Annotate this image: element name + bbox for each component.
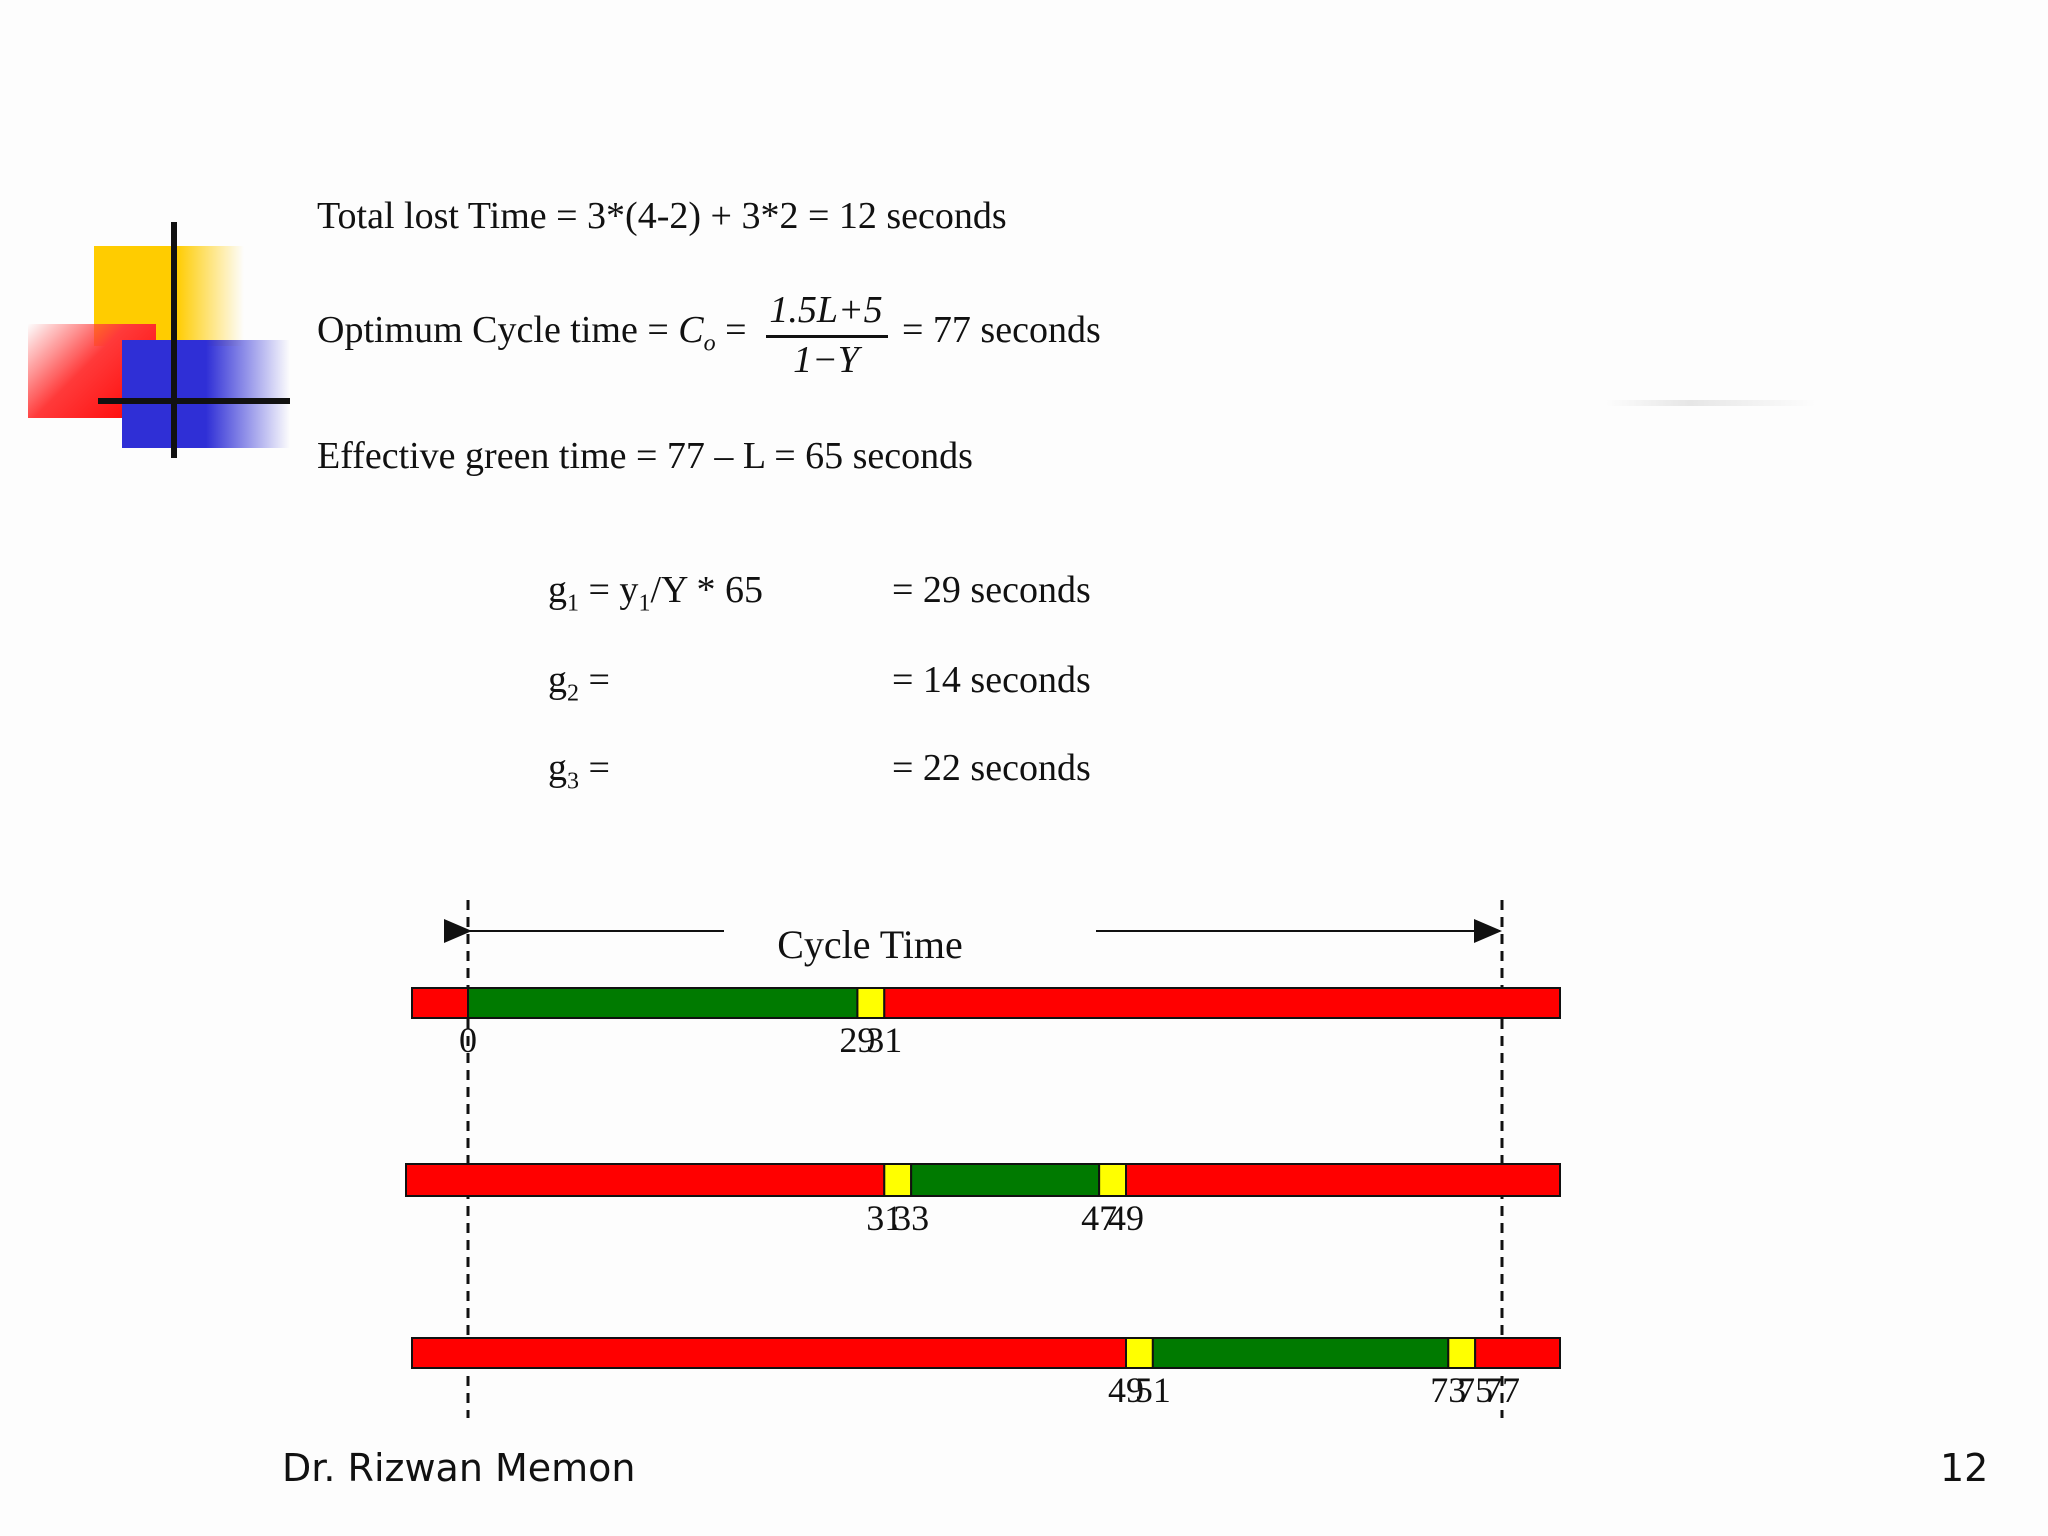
signal-bars <box>406 988 1560 1410</box>
phase-1-yellow-segment <box>857 988 884 1018</box>
phase-3-tick-label: 75 <box>1457 1370 1494 1410</box>
phase-2-red-segment <box>1126 1164 1560 1196</box>
phase-2-tick-label: 33 <box>893 1198 930 1238</box>
g1-y-symbol: = y <box>579 569 639 611</box>
footer-page-number: 12 <box>1940 1446 1989 1490</box>
g3-result: = 22 seconds <box>892 747 1091 789</box>
phase-2-yellow-segment <box>1099 1164 1126 1196</box>
decor-vertical-line <box>171 222 177 458</box>
g3-rest: = <box>579 747 610 789</box>
phase-2-yellow-segment <box>884 1164 911 1196</box>
g1-symbol: g <box>548 569 567 611</box>
phase-2-tick-label: 47 <box>1081 1198 1118 1238</box>
phase-3-tick-label: 77 <box>1484 1370 1520 1410</box>
g3-subscript: 3 <box>567 768 579 795</box>
phase-3-red-segment <box>1475 1338 1560 1368</box>
phase-1-red-segment <box>884 988 1560 1018</box>
cycle-time-label: Cycle Time <box>777 922 963 967</box>
g2-formula <box>548 658 610 708</box>
g1-y-subscript: 1 <box>638 590 651 617</box>
footer-author: Dr. Rizwan Memon <box>282 1446 636 1490</box>
total-lost-time-line: Total lost Time = 3*(4-2) + 3*2 = 12 seconds <box>317 195 1007 237</box>
phase-2-green-segment <box>911 1164 1099 1196</box>
phase-3-yellow-segment <box>1448 1338 1475 1368</box>
optimum-equals: = <box>725 309 747 351</box>
phase-1-green-segment <box>468 988 857 1018</box>
phase-3-green-segment <box>1153 1338 1448 1368</box>
optimum-cycle-result: = 77 seconds <box>902 309 1101 351</box>
g3-symbol: g <box>548 747 567 789</box>
decor-faint-line <box>1606 400 1816 406</box>
optimum-cycle-prefix: Optimum Cycle time = <box>317 309 679 351</box>
cycle-formula-numerator: 1.5L+5 <box>769 289 883 331</box>
cycle-symbol: C <box>678 309 704 351</box>
phase-1-red-segment <box>412 988 468 1018</box>
decor-horizontal-line <box>98 398 290 404</box>
g2-result: = 14 seconds <box>892 659 1091 701</box>
phase-3-tick-label: 49 <box>1108 1370 1144 1410</box>
phase-3-red-segment <box>412 1338 1126 1368</box>
g1-rest: /Y * 65 <box>650 569 764 611</box>
phase-3-yellow-segment <box>1126 1338 1153 1368</box>
phase-1-tick-label: 31 <box>866 1020 903 1060</box>
g1-result: = 29 seconds <box>892 569 1091 611</box>
cycle-symbol-sub: o <box>703 330 716 357</box>
decor-blue-square <box>122 340 290 448</box>
g2-rest: = <box>579 659 610 701</box>
phase-2-tick-label: 49 <box>1108 1198 1144 1238</box>
cycle-formula-denominator: 1−Y <box>793 339 859 381</box>
phase-1-tick-label: 29 <box>839 1020 876 1060</box>
phase-3-tick-label: 51 <box>1134 1370 1171 1410</box>
g1-formula <box>548 568 763 618</box>
phase-2-red-segment <box>406 1164 884 1196</box>
g1-subscript: 1 <box>567 590 579 617</box>
optimum-cycle-label <box>317 308 747 358</box>
g2-symbol: g <box>548 659 567 701</box>
g2-subscript: 2 <box>567 680 579 707</box>
effective-green-line: Effective green time = 77 – L = 65 seconds <box>317 435 973 477</box>
phase-2-tick-label: 31 <box>866 1198 903 1238</box>
g3-formula <box>548 746 610 796</box>
phase-3-tick-label: 73 <box>1430 1370 1467 1410</box>
phase-1-tick-label: 0 <box>459 1020 477 1060</box>
